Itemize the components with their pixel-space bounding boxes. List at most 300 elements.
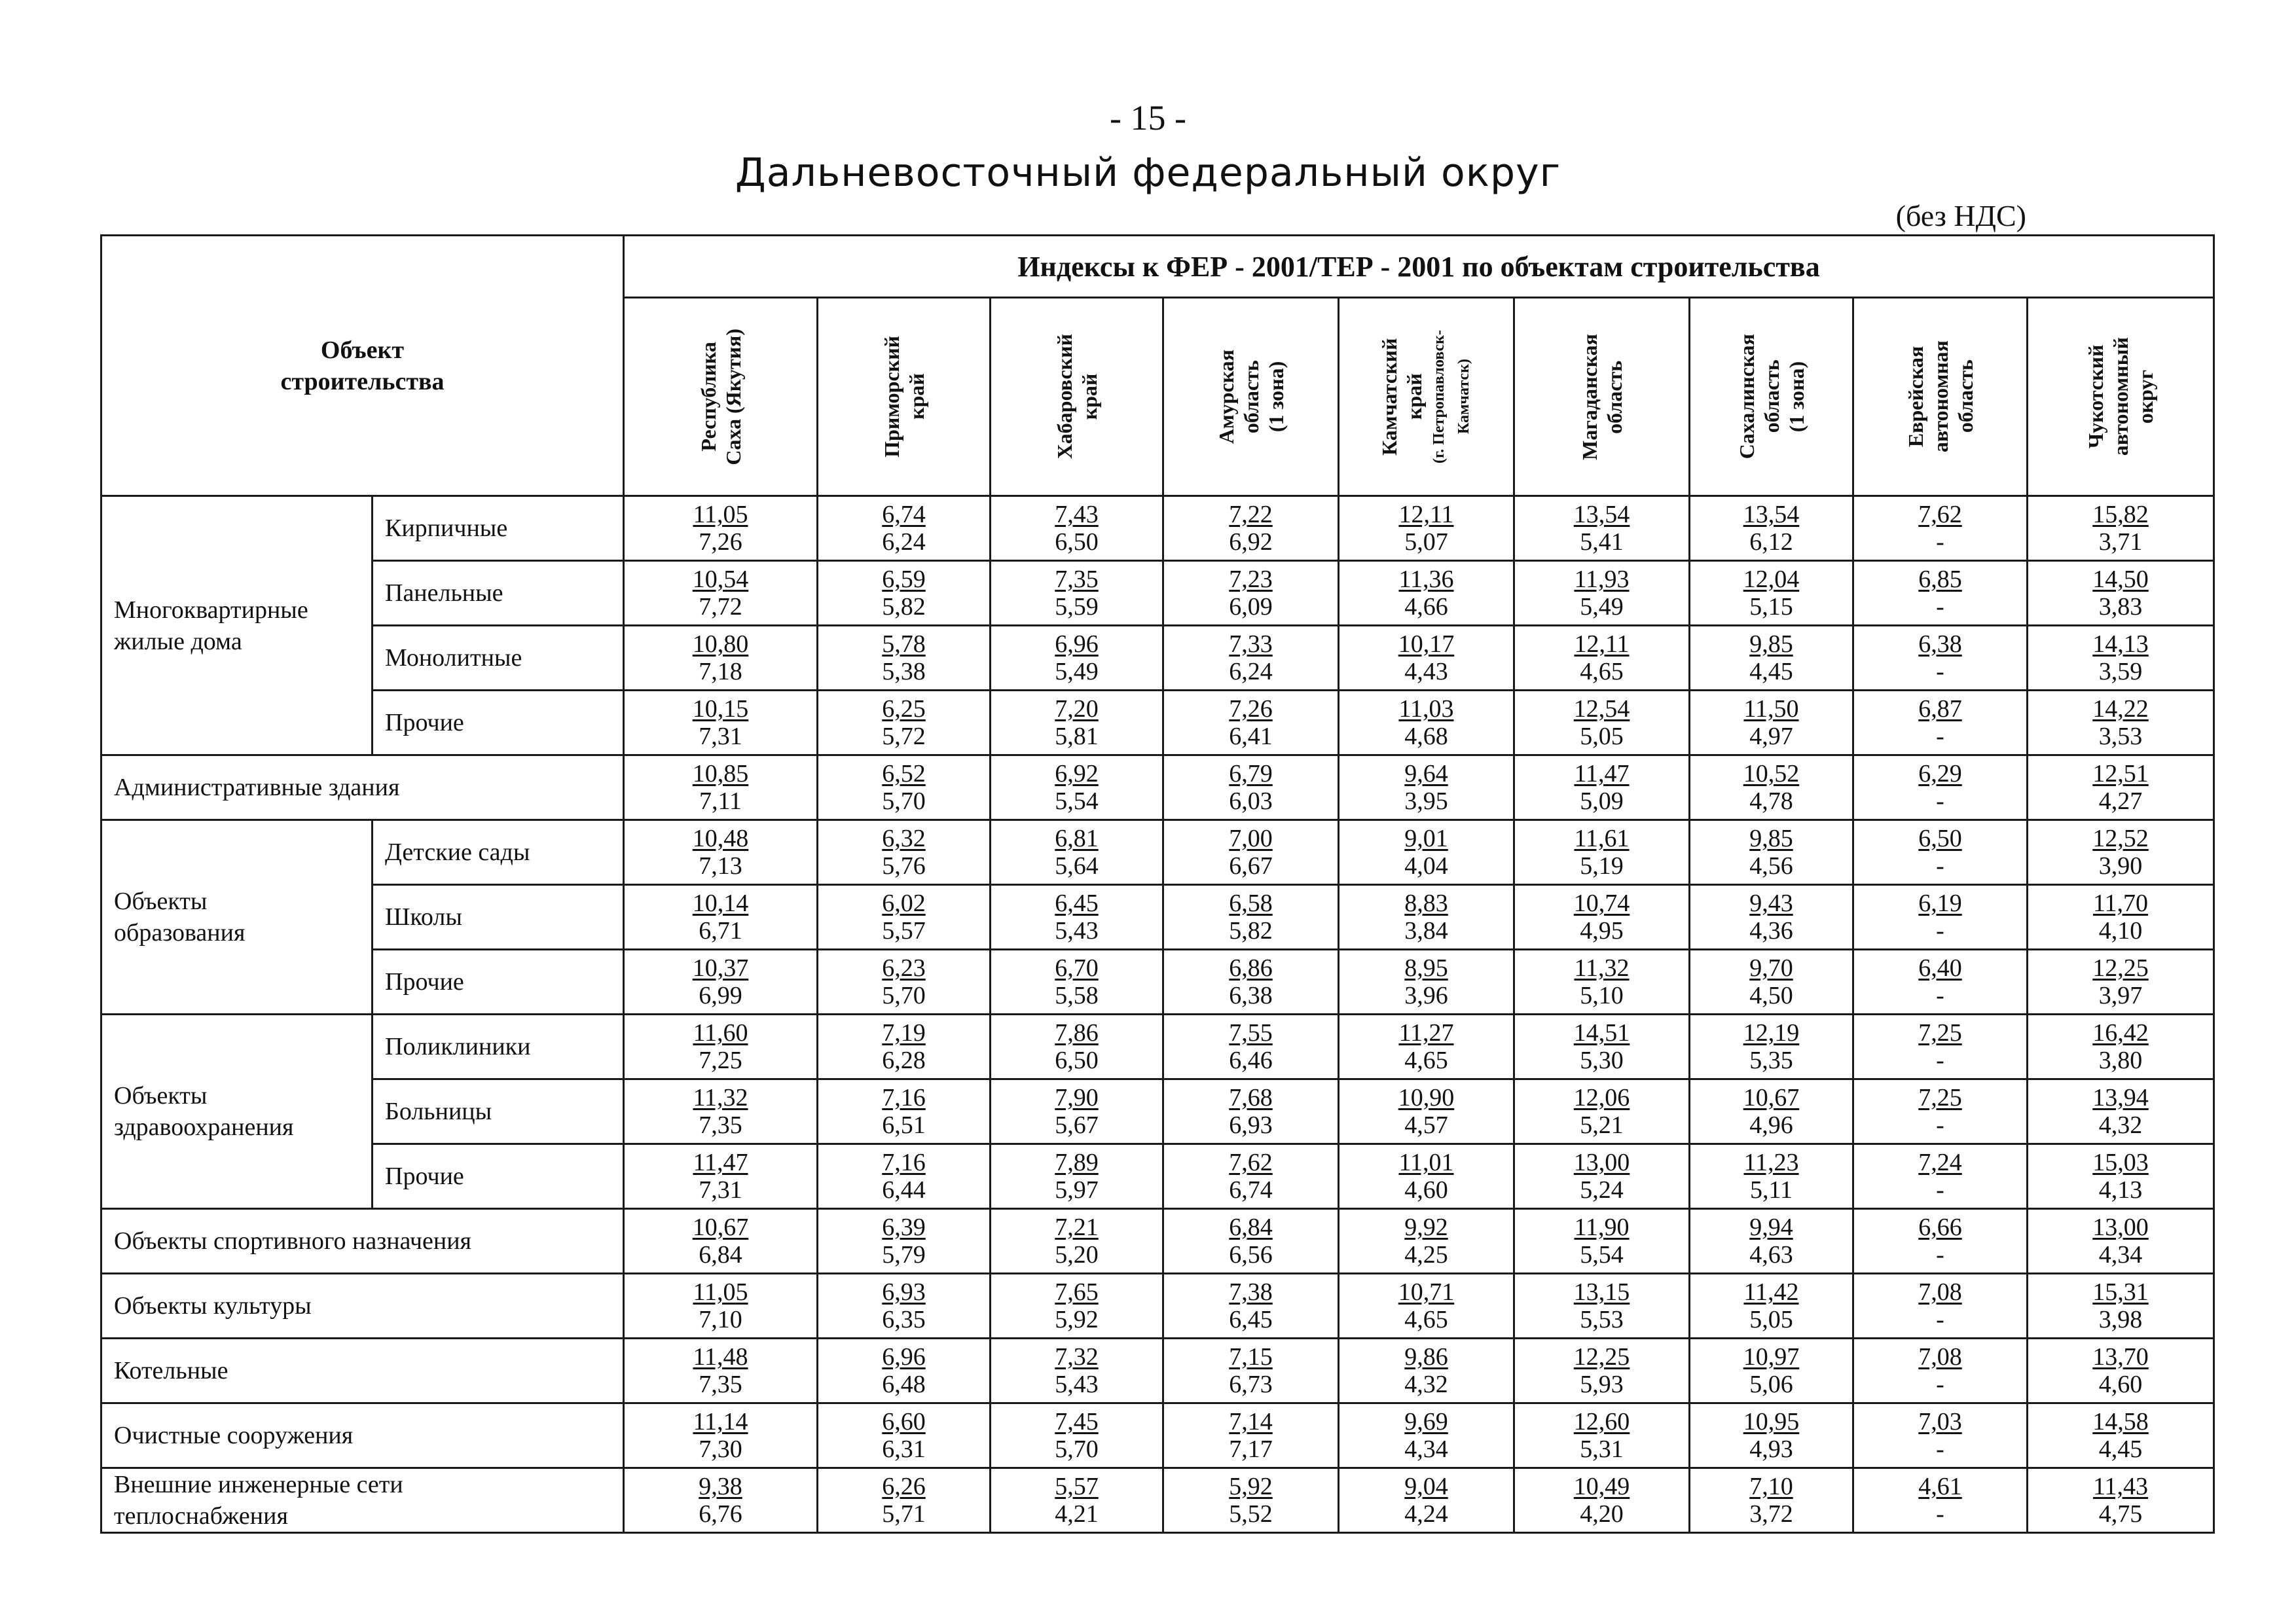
index-cell (1690, 691, 1853, 755)
fer-index: 10,97 (1743, 1343, 1800, 1371)
index-cell (2028, 1144, 2214, 1209)
index-cell (991, 626, 1163, 691)
index-cell (2028, 496, 2214, 561)
row-label-text: Детские сады (385, 839, 530, 866)
fer-index: 7,26 (1229, 695, 1273, 723)
row-label-text: Прочие (385, 1163, 464, 1190)
index-cell (1339, 1015, 1514, 1079)
index-cell (818, 1015, 991, 1079)
fer-index: 7,35 (1055, 566, 1099, 593)
fer-index: 14,13 (2092, 630, 2149, 658)
table-row (101, 626, 2214, 691)
ter-index: 5,06 (1749, 1371, 1793, 1398)
fer-index: 11,36 (1398, 566, 1454, 593)
index-cell (1163, 561, 1339, 626)
fer-index: 7,16 (882, 1149, 926, 1176)
index-cell (1339, 885, 1514, 950)
ter-index: 6,74 (1229, 1176, 1273, 1204)
index-cell (624, 1339, 818, 1403)
index-cell (1514, 950, 1690, 1015)
index-cell (624, 1015, 818, 1079)
fer-index: 10,15 (692, 695, 749, 723)
fer-index: 6,93 (882, 1278, 926, 1306)
group-label (101, 820, 373, 1015)
ter-index: 6,35 (882, 1306, 926, 1333)
index-cell (1853, 1144, 2028, 1209)
ter-index: 6,44 (882, 1176, 926, 1204)
index-cell (818, 561, 991, 626)
ter-index: 5,93 (1580, 1371, 1624, 1398)
index-cell (2028, 561, 2214, 626)
region-header (1163, 298, 1339, 496)
fer-index: 14,58 (2092, 1408, 2149, 1435)
row-label-text: Поликлиники (385, 1033, 531, 1060)
fer-index: 10,14 (692, 890, 749, 917)
fer-index: 7,45 (1055, 1408, 1099, 1435)
ter-index: 4,34 (1404, 1435, 1448, 1463)
index-cell (818, 820, 991, 885)
ter-index: 5,64 (1055, 852, 1099, 880)
ter-index: 5,76 (882, 852, 926, 880)
index-cell (991, 950, 1163, 1015)
region-header (1690, 298, 1853, 496)
table-row (101, 755, 2214, 820)
ter-index: 5,97 (1055, 1176, 1099, 1204)
index-cell (624, 1468, 818, 1533)
index-cell (1339, 626, 1514, 691)
row-label-text: Панельные (385, 579, 503, 607)
region-name: Амурская область (1 зона) (1214, 349, 1288, 444)
fer-index: 12,51 (2092, 760, 2149, 787)
row-label-text: Объекты культуры (114, 1292, 312, 1320)
index-cell (1690, 626, 1853, 691)
ter-index: - (1936, 1176, 1944, 1204)
ter-index: 4,57 (1404, 1111, 1448, 1139)
ter-index: 5,70 (1055, 1435, 1099, 1463)
index-header (624, 236, 2214, 298)
ter-index: 3,59 (2098, 658, 2143, 685)
fer-index: 13,00 (1573, 1149, 1630, 1176)
ter-index: 6,50 (1055, 1047, 1099, 1074)
fer-index: 11,23 (1743, 1149, 1799, 1176)
fer-index: 12,54 (1573, 695, 1630, 723)
ter-index: - (1936, 982, 1944, 1009)
index-cell (991, 1274, 1163, 1339)
ter-index: 4,65 (1580, 658, 1624, 685)
ter-index: 5,72 (882, 723, 926, 750)
index-cell (1339, 950, 1514, 1015)
fer-index: 9,69 (1404, 1408, 1448, 1435)
ter-index: 7,26 (699, 528, 742, 556)
row-label (373, 1144, 624, 1209)
ter-index: - (1936, 1371, 1944, 1398)
fer-index: 9,01 (1404, 825, 1448, 852)
index-cell (1690, 496, 1853, 561)
index-cell (1514, 626, 1690, 691)
index-cell (818, 1209, 991, 1274)
object-header (101, 236, 624, 496)
index-cell (1163, 1403, 1339, 1468)
row-label-text: Школы (385, 903, 462, 931)
ter-index: 7,72 (699, 593, 742, 621)
index-cell (818, 1468, 991, 1533)
fer-index: 13,54 (1573, 501, 1630, 528)
ter-index: 6,03 (1229, 787, 1273, 815)
index-cell (1339, 755, 1514, 820)
row-label-text: Больницы (385, 1098, 492, 1125)
table-row (101, 1209, 2214, 1274)
ter-index: 6,28 (882, 1047, 926, 1074)
fer-index: 9,38 (699, 1473, 742, 1500)
fer-index: 7,23 (1229, 566, 1273, 593)
ter-index: - (1936, 528, 1944, 556)
ter-index: 5,49 (1055, 658, 1099, 685)
index-cell (2028, 950, 2214, 1015)
index-cell (624, 691, 818, 755)
index-cell (1163, 691, 1339, 755)
ter-index: 6,56 (1229, 1241, 1273, 1269)
fer-index: 7,55 (1229, 1019, 1273, 1047)
ter-index: 4,34 (2098, 1241, 2143, 1269)
index-cell (2028, 885, 2214, 950)
index-cell (1853, 1339, 2028, 1403)
ter-index: - (1936, 1435, 1944, 1463)
row-label (101, 1339, 624, 1403)
fer-index: 6,79 (1229, 760, 1273, 787)
fer-index: 9,92 (1404, 1214, 1448, 1241)
fer-index: 6,25 (882, 695, 926, 723)
fer-index: 6,81 (1055, 825, 1099, 852)
index-cell (1853, 885, 2028, 950)
fer-index: 7,90 (1055, 1084, 1099, 1111)
fer-index: 11,32 (693, 1084, 748, 1111)
page-number: - 15 - (1110, 98, 1186, 137)
ter-index: - (1936, 1047, 1944, 1074)
index-cell (1163, 1144, 1339, 1209)
fer-index: 10,67 (1743, 1084, 1800, 1111)
index-cell (991, 1015, 1163, 1079)
fer-index: 11,01 (1398, 1149, 1454, 1176)
index-cell (2028, 691, 2214, 755)
index-cell (1690, 1144, 1853, 1209)
ter-index: 5,43 (1055, 1371, 1099, 1398)
index-cell (1339, 691, 1514, 755)
index-cell (1514, 820, 1690, 885)
index-cell (624, 1403, 818, 1468)
fer-index: 6,23 (882, 954, 926, 982)
table-row (101, 1274, 2214, 1339)
fer-index: 15,03 (2092, 1149, 2149, 1176)
fer-index: 11,61 (1574, 825, 1630, 852)
ter-index: 4,97 (1749, 723, 1793, 750)
fer-index: 12,04 (1743, 566, 1800, 593)
index-cell (1514, 1274, 1690, 1339)
object-header-label: Объект строительства (280, 336, 445, 395)
ter-index: 6,93 (1229, 1111, 1273, 1139)
index-cell (1853, 496, 2028, 561)
row-label (373, 1015, 624, 1079)
ter-index: 4,45 (2098, 1435, 2143, 1463)
index-cell (991, 1144, 1163, 1209)
ter-index: 7,25 (699, 1047, 742, 1074)
ter-index: 4,21 (1055, 1500, 1099, 1528)
fer-index: 15,82 (2092, 501, 2149, 528)
index-cell (624, 496, 818, 561)
fer-index: 7,00 (1229, 825, 1273, 852)
table-row (101, 885, 2214, 950)
index-cell (1163, 1209, 1339, 1274)
index-cell (1339, 1209, 1514, 1274)
ter-index: 4,60 (2098, 1371, 2143, 1398)
index-cell (1339, 561, 1514, 626)
fer-index: 13,00 (2092, 1214, 2149, 1241)
index-cell (818, 691, 991, 755)
ter-index: 4,20 (1580, 1500, 1624, 1528)
index-cell (624, 950, 818, 1015)
index-cell (1514, 1209, 1690, 1274)
index-cell (991, 885, 1163, 950)
fer-index: 10,85 (692, 760, 749, 787)
ter-index: 5,07 (1404, 528, 1448, 556)
fer-index: 6,38 (1918, 630, 1962, 658)
fer-index: 10,80 (692, 630, 749, 658)
fer-index: 6,19 (1918, 890, 1962, 917)
ter-index: 4,36 (1749, 917, 1793, 945)
ter-index: 5,09 (1580, 787, 1624, 815)
index-cell (991, 561, 1163, 626)
ter-index: 4,66 (1404, 593, 1448, 621)
ter-index: 6,99 (699, 982, 742, 1009)
fer-index: 6,45 (1055, 890, 1099, 917)
region-name: Хабаровский край (1052, 334, 1101, 460)
ter-index: 4,96 (1749, 1111, 1793, 1139)
ter-index: 4,63 (1749, 1241, 1793, 1269)
row-label-text: Прочие (385, 968, 464, 996)
fer-index: 11,90 (1574, 1214, 1630, 1241)
fer-index: 6,40 (1918, 954, 1962, 982)
ter-index: 6,71 (699, 917, 742, 945)
ter-index: 5,53 (1580, 1306, 1624, 1333)
row-label (101, 1403, 624, 1468)
index-cell (1514, 885, 1690, 950)
fer-index: 7,43 (1055, 501, 1099, 528)
fer-index: 6,02 (882, 890, 926, 917)
fer-index: 7,03 (1918, 1408, 1962, 1435)
fer-index: 10,48 (692, 825, 749, 852)
ter-index: 7,11 (699, 787, 742, 815)
index-cell (1690, 755, 1853, 820)
ter-index: 5,15 (1749, 593, 1793, 621)
index-cell (2028, 755, 2214, 820)
fer-index: 7,20 (1055, 695, 1099, 723)
index-cell (624, 1144, 818, 1209)
fer-index: 11,05 (693, 501, 748, 528)
ter-index: 7,17 (1229, 1435, 1273, 1463)
ter-index: 7,31 (699, 1176, 742, 1204)
vat-note: (без НДС) (1895, 199, 2026, 232)
fer-index: 7,38 (1229, 1278, 1273, 1306)
fer-index: 6,60 (882, 1408, 926, 1435)
index-cell (1690, 1339, 1853, 1403)
index-cell (624, 561, 818, 626)
ter-index: 6,24 (882, 528, 926, 556)
ter-index: 5,52 (1229, 1500, 1273, 1528)
fer-index: 6,66 (1918, 1214, 1962, 1241)
ter-index: 6,46 (1229, 1047, 1273, 1074)
row-label-text: Котельные (114, 1357, 228, 1384)
ter-index: 5,54 (1055, 787, 1099, 815)
ter-index: 7,13 (699, 852, 742, 880)
ter-index: 5,79 (882, 1241, 926, 1269)
index-cell (1339, 820, 1514, 885)
row-label (373, 691, 624, 755)
fer-index: 13,54 (1743, 501, 1800, 528)
index-cell (1339, 1339, 1514, 1403)
ter-index: 3,98 (2098, 1306, 2143, 1333)
ter-index: 5,92 (1055, 1306, 1099, 1333)
ter-index: 7,35 (699, 1371, 742, 1398)
fer-index: 7,62 (1229, 1149, 1273, 1176)
fer-index: 9,70 (1749, 954, 1793, 982)
ter-index: 5,19 (1580, 852, 1624, 880)
fer-index: 10,37 (692, 954, 749, 982)
index-cell (818, 1079, 991, 1144)
fer-index: 7,21 (1055, 1214, 1099, 1241)
ter-index: 6,67 (1229, 852, 1273, 880)
table-row (101, 561, 2214, 626)
ter-index: 5,49 (1580, 593, 1624, 621)
fer-index: 11,93 (1574, 566, 1630, 593)
index-cell (1339, 1079, 1514, 1144)
ter-index: 7,10 (699, 1306, 742, 1333)
fer-index: 11,43 (2092, 1473, 2149, 1500)
table-row (101, 950, 2214, 1015)
fer-index: 5,57 (1055, 1473, 1099, 1500)
fer-index: 11,48 (693, 1343, 748, 1371)
table-row (101, 1015, 2214, 1079)
ter-index: 5,54 (1580, 1241, 1624, 1269)
ter-index: 4,65 (1404, 1047, 1448, 1074)
row-label-text: Кирпичные (385, 514, 508, 542)
ter-index: 4,24 (1404, 1500, 1448, 1528)
index-cell (818, 496, 991, 561)
index-cell (1690, 1403, 1853, 1468)
region-name: Приморский край (879, 336, 928, 458)
index-cell (1853, 626, 2028, 691)
fer-index: 12,11 (1398, 501, 1454, 528)
index-cell (2028, 1274, 2214, 1339)
fer-index: 12,52 (2092, 825, 2149, 852)
index-cell (1853, 820, 2028, 885)
fer-index: 6,50 (1918, 825, 1962, 852)
ter-index: - (1936, 852, 1944, 880)
fer-index: 10,54 (692, 566, 749, 593)
group-label (101, 1015, 373, 1209)
index-cell (1853, 1209, 2028, 1274)
ter-index: 4,56 (1749, 852, 1793, 880)
fer-index: 14,22 (2092, 695, 2149, 723)
region-header (2028, 298, 2214, 496)
row-label (101, 1209, 624, 1274)
ter-index: 4,13 (2098, 1176, 2143, 1204)
fer-index: 8,95 (1404, 954, 1448, 982)
fer-index: 9,43 (1749, 890, 1793, 917)
region-note: (г. Петропавловск- Камчатск) (1430, 330, 1472, 463)
index-cell (1690, 561, 1853, 626)
fer-index: 12,11 (1574, 630, 1630, 658)
fer-index: 7,33 (1229, 630, 1273, 658)
ter-index: - (1936, 723, 1944, 750)
index-cell (991, 820, 1163, 885)
fer-index: 9,64 (1404, 760, 1448, 787)
fer-index: 9,04 (1404, 1473, 1448, 1500)
fer-index: 6,26 (882, 1473, 926, 1500)
region-header (1853, 298, 2028, 496)
index-cell (1853, 691, 2028, 755)
index-cell (1163, 1079, 1339, 1144)
fer-index: 6,96 (1055, 630, 1099, 658)
group-label-text: Объекты здравоохранения (114, 1082, 294, 1141)
ter-index: - (1936, 1241, 1944, 1269)
fer-index: 14,51 (1573, 1019, 1630, 1047)
ter-index: 4,10 (2098, 917, 2143, 945)
ter-index: 4,27 (2098, 787, 2143, 815)
ter-index: 3,72 (1749, 1500, 1793, 1528)
index-cell (991, 1403, 1163, 1468)
ter-index: 3,84 (1404, 917, 1448, 945)
ter-index: 4,43 (1404, 658, 1448, 685)
row-label-text: Монолитные (385, 644, 522, 672)
fer-index: 7,24 (1918, 1149, 1962, 1176)
fer-index: 6,87 (1918, 695, 1962, 723)
ter-index: 6,76 (699, 1500, 742, 1528)
ter-index: 3,53 (2098, 723, 2143, 750)
index-cell (2028, 1403, 2214, 1468)
fer-index: 11,14 (693, 1408, 748, 1435)
row-label (373, 820, 624, 885)
fer-index: 13,70 (2092, 1343, 2149, 1371)
table-row (101, 691, 2214, 755)
fer-index: 6,59 (882, 566, 926, 593)
index-cell (1163, 1015, 1339, 1079)
ter-index: 6,24 (1229, 658, 1273, 685)
ter-index: 5,11 (1749, 1176, 1793, 1204)
ter-index: 7,18 (699, 658, 742, 685)
ter-index: 3,96 (1404, 982, 1448, 1009)
index-cell (818, 626, 991, 691)
ter-index: 5,43 (1055, 917, 1099, 945)
index-cell (2028, 1468, 2214, 1533)
ter-index: 6,09 (1229, 593, 1273, 621)
fer-index: 16,42 (2092, 1019, 2149, 1047)
fer-index: 12,60 (1573, 1408, 1630, 1435)
ter-index: 4,04 (1404, 852, 1448, 880)
region-name: Сахалинская область (1 зона) (1734, 334, 1808, 460)
ter-index: 5,30 (1580, 1047, 1624, 1074)
ter-index: 3,71 (2098, 528, 2143, 556)
row-label-text: Внешние инженерные сети теплоснабжения (114, 1471, 403, 1530)
region-header (818, 298, 991, 496)
ter-index: - (1936, 593, 1944, 621)
region-name: Республика Саха (Якутия) (696, 328, 745, 465)
fer-index: 6,70 (1055, 954, 1099, 982)
fer-index: 6,32 (882, 825, 926, 852)
index-cell (1853, 1015, 2028, 1079)
ter-index: 5,41 (1580, 528, 1624, 556)
ter-index: 4,75 (2098, 1500, 2143, 1528)
fer-index: 10,52 (1743, 760, 1800, 787)
ter-index: 4,60 (1404, 1176, 1448, 1204)
